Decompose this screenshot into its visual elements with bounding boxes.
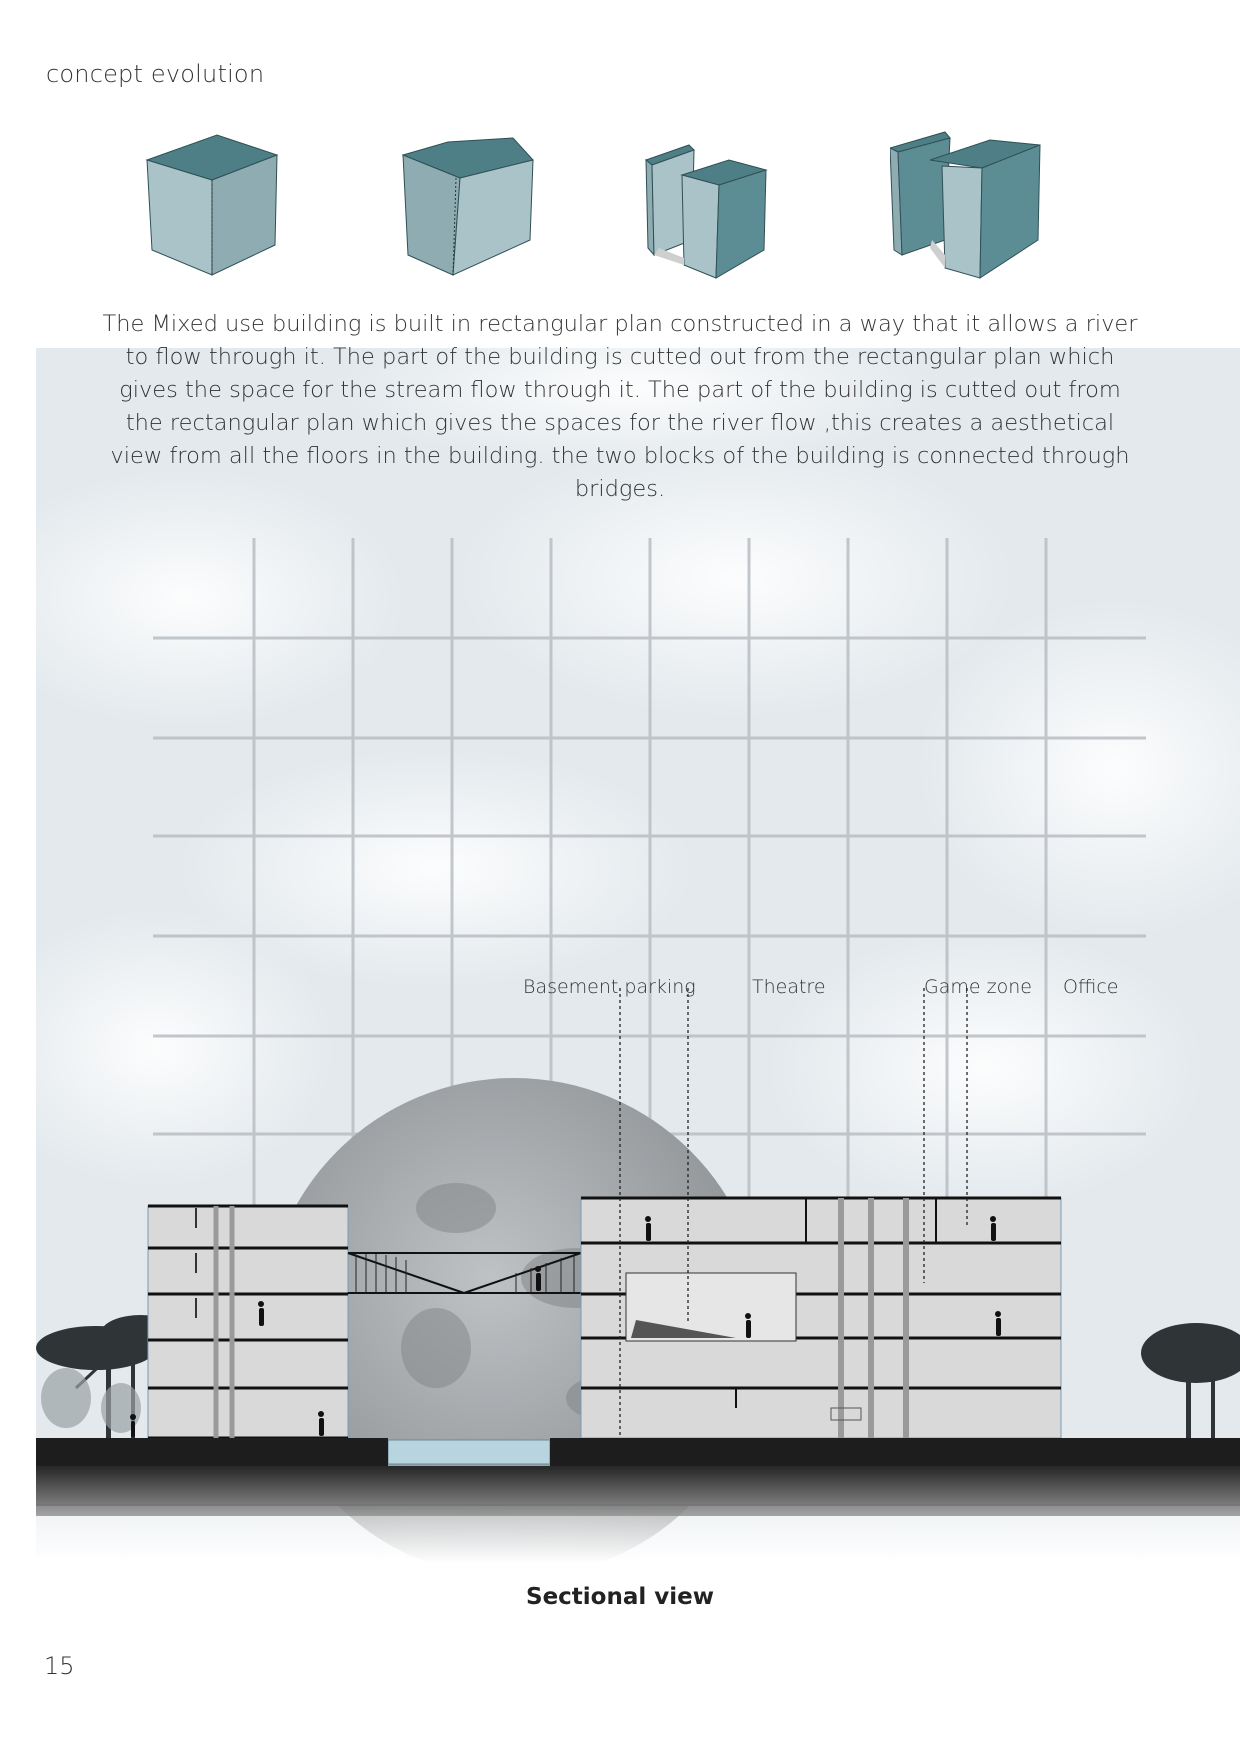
- label-game-zone: Game zone: [924, 976, 1032, 998]
- river-channel: [388, 1440, 550, 1464]
- left-block-section: [148, 1206, 348, 1438]
- description-text: The Mixed use building is built in rectangular plan constructed in a way that it allows a river to flow through it. The part of the building is cutted out from the rectangular plan which gives the space for the stream flow through it. The part of the building is cutted out from the rectangular plan which gives the spaces for the river flow ,this creates a aesthetical view from all the floors in the building. the two blocks of the building is connected through bridges.: [102, 311, 1138, 502]
- sectional-view-drawing: [36, 348, 1240, 1563]
- label-office: Office: [1063, 976, 1119, 998]
- cube-stage-4-icon: [890, 130, 1050, 280]
- concept-evolution-row: [120, 130, 1060, 290]
- label-theatre: Theatre: [752, 976, 826, 998]
- page-number: 15: [44, 1652, 75, 1680]
- cube-stage-3-icon: [644, 130, 784, 280]
- cube-stage-1-icon: [142, 130, 282, 280]
- sectional-view: [36, 348, 1240, 1563]
- cube-stage-2-icon: [398, 130, 538, 280]
- page-heading: concept evolution: [46, 60, 265, 88]
- figure-caption: Sectional view: [526, 1584, 714, 1610]
- label-basement-parking: Basement parking: [523, 976, 696, 998]
- right-block-section: [581, 1198, 1061, 1463]
